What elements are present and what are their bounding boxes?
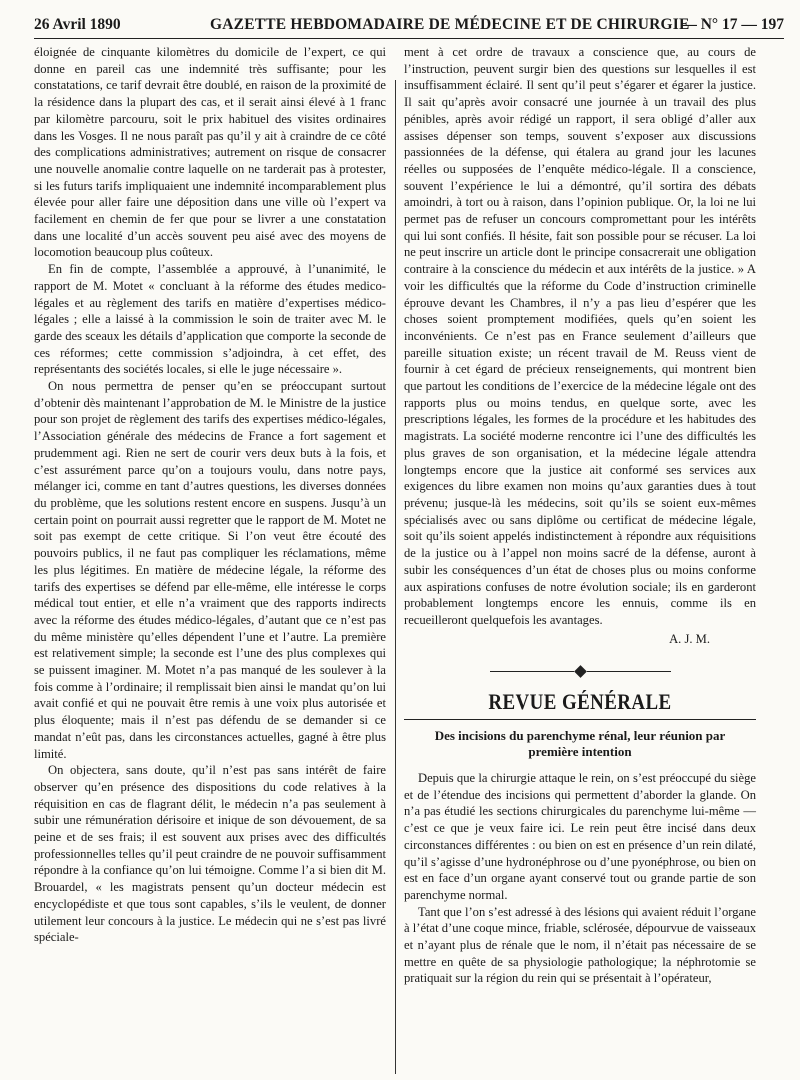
ornament-diamond	[574, 665, 587, 678]
left-column	[34, 44, 386, 946]
journal-title: GAZETTE HEBDOMADAIRE DE MÉDECINE ET DE CHIRURGIE	[210, 16, 690, 33]
article-title: Des incisions du parenchyme rénal, leur réunion par première intention	[434, 728, 726, 760]
left-paragraph-3: On nous permettra de penser qu’en se préoccupant surtout d’obtenir dès maintenant l’approbation de M. le Ministre de la justice pour son projet de règlement des tarifs des expertises médico-légales, l’Association générale des médecins de France a fort sagement et prudemment agi. Rien ne sert de courir vers deux buts à la fois, et c’est assurément parce qu’on a toujours voulu, dans notre pays, mélanger ici, comme en tant d’autres questions, les diverses données du problème, que les solutions restent encore en suspens. Jusqu’à un certain point on pourrait aussi regretter que le rapport de M. Motet ne soit pas exempt de cette critique. Si l’on veut être écouté des pouvoirs publics, il ne faut pas compliquer les réclamations, même les plus légitimes. En matière de médecine légale, la réforme des tarifs des expertises se défend par elle-même, elle intéresse le corps médical tout entier, et elle n’a vraiment que des rapports indirects avec la réforme des études médico-légales, d’autant que ce n’est pas du même ministère qu’elles dépendent l’une et l’autre. La première est relativement simple; la seconde est l’une des plus complexes qui se puissent imaginer. M. Motet n’a pas manqué de les soulever à la fois comme à l’ordinaire; il remplissait bien ainsi le mandat qu’on lui avait confié et qui ne pouvait être remis à une voix plus autorisée et plus éloquente; mais il n’est pas défendu de se demander si ce mandat n’eût pas, dans les circonstances actuelles, gagné à être plus limité.	[34, 379, 386, 761]
right-paragraph-2: Depuis que la chirurgie attaque le rein, on s’est préoccupé du siège et de l’étendue des incisions qui permettent d’aborder la glande. On n’a pas étudié les sections chirurgicales du parenchyme lui-même — c’est ce que je veux faire ici. Le rein peut être incisé dans deux circonstances différentes : ou bien on est en présence d’un rein dilaté, qu’il s’agisse d’une hydronéphrose ou d’une pyonéphrose, ou bien on est en face d’un organe ayant conservé tout ou grande partie de son parenchyme normal.	[404, 771, 756, 902]
author-signature: A. J. M.	[669, 631, 710, 646]
section-ornament	[404, 667, 756, 676]
section-title: REVUE GÉNÉRALE	[488, 689, 672, 715]
left-paragraph-4: On objectera, sans doute, qu’il n’est pas sans intérêt de faire observer qu’en présence des dispositions du code relatives à la réquisition en cas de flagrant délit, le médecin n’a pas seulement à subir une rémunération dérisoire et inique de son dévouement, de sa peine et de ses frais; il est souvent aux prises avec des difficultés professionnelles telles qu’il peut craindre de ne pouvoir suffisamment répondre à la confiance qu’on lui témoigne. Comme l’a si bien dit M. Brouardel, « les magistrats pensent qu’un docteur médecin est encyclopédiste et que tous sont capables, s’ils le veulent, de donner utilement leur concours à la justice. Le médecin qui ne s’est pas livré spéciale-	[34, 763, 386, 945]
running-header	[34, 8, 784, 38]
right-column	[404, 44, 756, 987]
right-paragraph-1: ment à cet ordre de travaux a conscience que, au cours de l’instruction, peuvent surgir bien des questions sur lesquelles il est insuffisamment éclairé. Il sent qu’il peut s’égarer et égarer la justice. Il sait qu’après avoir consacré une journée à un travail des plus pénibles, après avoir rédigé un rapport, il sera obligé d’aller aux assises dépenser son temps, souvent s’exposer aux discussions passionnées de la défense, qui étalera au grand jour les lacunes réelles ou supposées de l’enquête médico-légale. Il a conscience, souvent l’expérience le lui a démontré, qu’il sortira des débats amoindri, à tort ou à raison, dans l’opinion publique. Or, la loi ne lui permet pas de refuser un concours compromettant pour les intérêts qui lui sont confiés. Il hésite, fait son possible pour se récuser. La loi ne peut inscrire un article dont le principe consacrerait une obligation contraire à la conscience du médecin et aux intérêts de la justice. » A voir les difficultés que la réforme du Code d’instruction criminelle éprouve devant les Chambres, il n’y a pas lieu d’espérer que les choses soient promptement modifiées, quels qu’en soient les inconvénients. Ce n’est pas en France seulement d’ailleurs que pareille situation existe; un récent travail de M. Reuss vient de fournir à cet égard de précieux renseignements, qui montrent bien que partout les conditions de l’exercice de la médecine légale ont des rapports plus ou moins tendus, en quelque sorte, avec les prescriptions légales, les formes de la procédure et les habitudes des magistrats. La société moderne rencontre ici l’une des difficultés les plus graves de son organisation, et la médecine légale attendra longtemps encore que la justice ait conformé ses services aux exigences du libre examen non moins qu’aux garanties dues à tout prévenu; jusque-là les médecins, soit qu’ils se soient eux-mêmes spécialisés avec ou sans diplôme ou certificat de médecine légale, soit qu’ils soient appelés indistinctement à répondre aux réquisitions de la justice ou à l’appel non moins sacré de la défense, auront à subir les conséquences d’un état de choses plus ou moins conforme aux aspirations confuses de notre évolution sociale; ils en garderont probablement longtemps encore les ennuis, comme ils en recueilleront quelquefois les avantages.	[404, 45, 756, 627]
journal-page	[34, 8, 784, 1074]
header-rule	[34, 38, 784, 39]
ornament-line-left	[490, 671, 574, 672]
right-paragraph-3: Tant que l’on s’est adressé à des lésions qui avaient réduit l’organe à l’état d’une coque mince, friable, sclérosée, dépourvue de vaisseaux et n’ayant plus de rénale que le nom, il n’était pas nécessaire de se mettre en quête de sa physiologie pathologique; la néphrotomie se pratiquait sur la région du rein qui se présentait à l’opérateur,	[404, 904, 756, 986]
issue-date: 26 Avril 1890	[34, 16, 121, 33]
page-number: — N° 17 — 197	[681, 16, 784, 33]
section-title-rule	[404, 719, 756, 720]
column-divider	[395, 80, 396, 1074]
left-paragraph-2: En fin de compte, l’assemblée a approuvé, à l’unanimité, le rapport de M. Motet « concluant à la réforme des études medico-légales et au règlement des tarifs en matière d’expertises médico-légales ; elle a laissé à la commission le soin de traiter avec M. le garde des sceaux les détails d’application que comporte la seconde de ces réformes; cette commission s’adjoindra, à cet effet, des représentants des sociétés locales, si elle le juge nécessaire ».	[34, 262, 386, 377]
ornament-line-right	[587, 671, 671, 672]
left-paragraph-1: éloignée de cinquante kilomètres du domicile de l’expert, ce qui donne en pareil cas une indemnité très suffisante; pour les constatations, ce tarif devrait être doublé, en raison de la proximité de la résidence dans la plupart des cas, et il serait ainsi élevé à 1 franc par kilomètre parcouru, soit le prix habituel des visites ordinaires dans les Vosges. Il ne nous paraît pas qu’il y ait à craindre de ce côté des complications administratives; autrement on risque de consacrer une nouvelle anomalie contre laquelle on ne tarderait pas à protester, si les futurs tarifs impliquaient une indemnité incomparablement plus élevée pour aller faire une déposition dans une ville où l’expert va facilement en chemin de fer que pour se livrer a une constatation dans une localité d’un accès souvent peu aisé avec des moyens de locomotion beaucoup plus coûteux.	[34, 45, 386, 260]
